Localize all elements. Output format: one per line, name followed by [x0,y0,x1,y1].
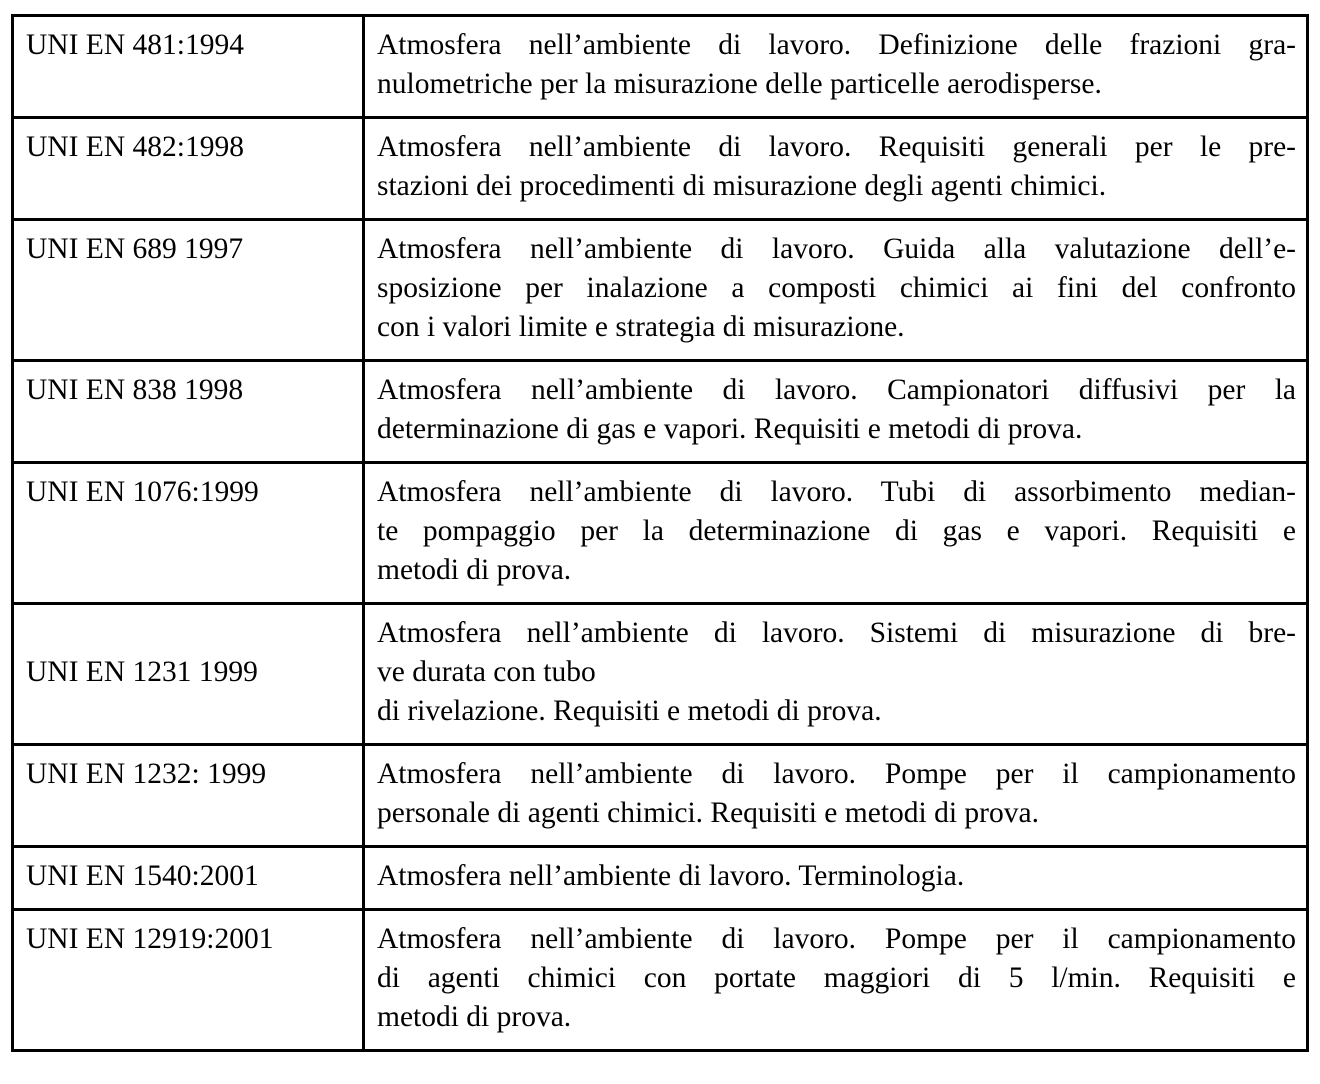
standards-table [11,14,1309,1052]
standard-code-cell [13,16,364,118]
standard-description-cell [364,745,1308,847]
standard-code: UNI EN 689 1997 [26,233,244,265]
standard-description-cell [364,118,1308,220]
standard-code: UNI EN 482:1998 [26,131,244,163]
description-line: Atmosfera nell’ambiente di lavoro. Campionatori diffusivi per la [377,374,1296,406]
table-row [13,361,1308,463]
description-line: con i valori limite e strategia di misurazione. [377,311,905,343]
standard-code: UNI EN 481:1994 [26,29,244,61]
description-line: Atmosfera nell’ambiente di lavoro. Sistemi di misurazione di bre- [377,617,1296,649]
description-line: ve durata con tubo [377,656,596,688]
standard-code-cell [13,604,364,745]
description-line: personale di agenti chimici. Requisiti e metodi di prova. [377,797,1039,829]
standard-description-cell [364,361,1308,463]
description-line: Atmosfera nell’ambiente di lavoro. Requisiti generali per le pre- [377,131,1296,163]
description-line: Atmosfera nell’ambiente di lavoro. Tubi di assorbimento median- [377,476,1296,508]
standard-description-cell [364,910,1308,1051]
description-line: nulometriche per la misurazione delle particelle aerodisperse. [377,68,1102,100]
standard-code-cell [13,910,364,1051]
standard-code-cell [13,220,364,361]
table-row [13,745,1308,847]
standard-code: UNI EN 838 1998 [26,374,244,406]
table-row [13,220,1308,361]
standard-code: UNI EN 12919:2001 [26,923,274,955]
standard-code: UNI EN 1540:2001 [26,860,259,892]
description-line: di rivelazione. Requisiti e metodi di prova. [377,695,882,727]
description-line: te pompaggio per la determinazione di gas e vapori. Requisiti e [377,515,1296,547]
table-row [13,910,1308,1051]
table-row [13,16,1308,118]
standard-code: UNI EN 1232: 1999 [26,758,267,790]
standard-code-cell [13,118,364,220]
description-line: metodi di prova. [377,1001,572,1033]
table-row [13,847,1308,910]
table-row [13,118,1308,220]
standard-code-cell [13,361,364,463]
standard-description-cell [364,463,1308,604]
standard-description-cell [364,604,1308,745]
table-row [13,604,1308,745]
description-line: Atmosfera nell’ambiente di lavoro. Definizione delle frazioni gra- [377,29,1296,61]
description-line: Atmosfera nell’ambiente di lavoro. Pompe per il campionamento [377,758,1296,790]
standard-description-cell [364,16,1308,118]
description-line: stazioni dei procedimenti di misurazione degli agenti chimici. [377,170,1107,202]
description-line: Atmosfera nell’ambiente di lavoro. Terminologia. [377,860,965,892]
standard-code: UNI EN 1231 1999 [26,656,258,688]
standard-code: UNI EN 1076:1999 [26,476,259,508]
standard-code-cell [13,463,364,604]
description-line: Atmosfera nell’ambiente di lavoro. Guida alla valutazione dell’e- [377,233,1296,265]
description-line: Atmosfera nell’ambiente di lavoro. Pompe per il campionamento [377,923,1296,955]
description-line: sposizione per inalazione a composti chimici ai fini del confronto [377,272,1296,304]
description-line: metodi di prova. [377,554,572,586]
description-line: determinazione di gas e vapori. Requisiti e metodi di prova. [377,413,1083,445]
description-line: di agenti chimici con portate maggiori di 5 l/min. Requisiti e [377,962,1296,994]
standard-description-cell [364,220,1308,361]
standards-table-body [13,16,1308,1051]
standard-code-cell [13,847,364,910]
standard-description-cell [364,847,1308,910]
standard-code-cell [13,745,364,847]
table-row [13,463,1308,604]
